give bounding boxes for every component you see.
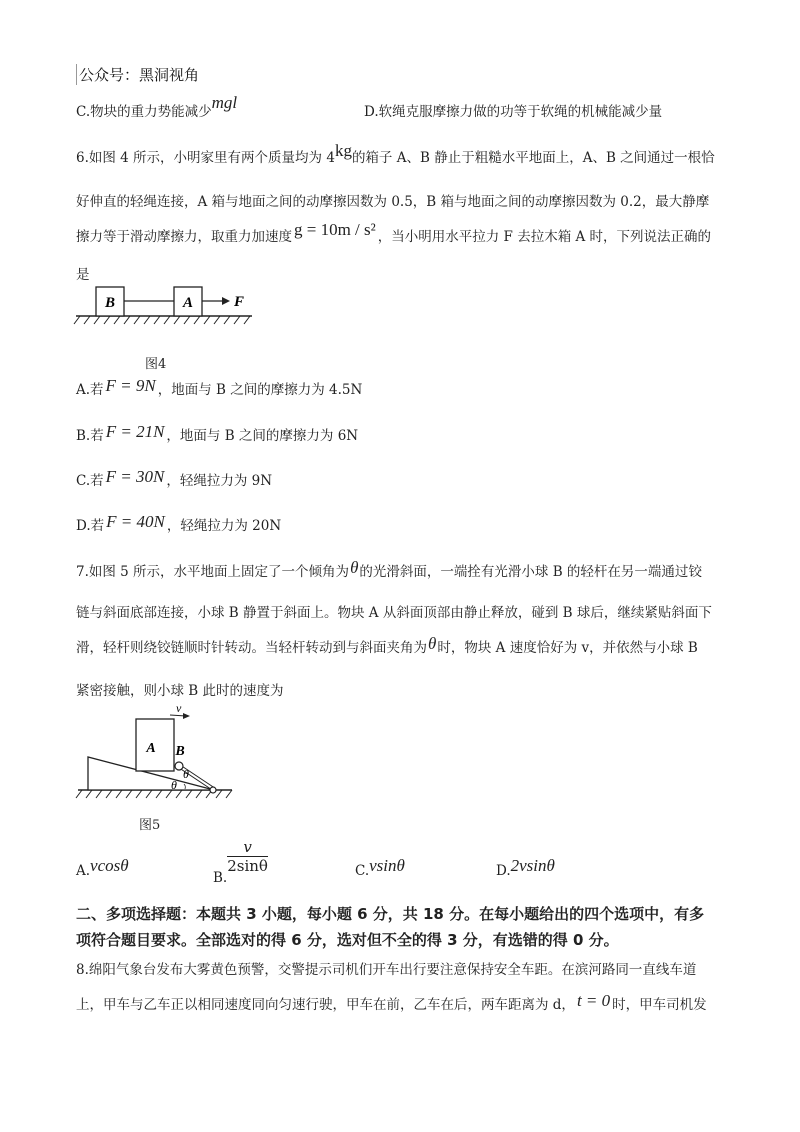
q7-option-b xyxy=(213,838,268,886)
q8-line-2 xyxy=(76,993,707,1014)
q7-option-d xyxy=(496,856,555,880)
hinge xyxy=(210,787,216,793)
q7-option-b-fraction xyxy=(227,838,268,875)
figure-5 xyxy=(72,702,244,807)
q6-option-a xyxy=(76,378,362,399)
q7-option-d-label: D. xyxy=(496,863,511,879)
q6-line-2: 好伸直的轻绳连接，A 箱与地面之间的动摩擦因数为 0.5，B 箱与地面之间的动摩擦因数为 0.2，最大静摩 xyxy=(76,194,710,210)
velocity-arrowhead xyxy=(183,713,190,719)
q6-line-3 xyxy=(76,220,712,246)
q6-option-d-math: F = 40N xyxy=(106,512,165,531)
q7-l3-a: 滑，轻杆则绕铰链顺时针转动。当轻杆转动到与斜面夹角为 xyxy=(76,640,427,656)
figure-4 xyxy=(70,280,260,330)
q5-option-c-text: C.物块的重力势能减少 xyxy=(76,104,212,120)
q6-option-d xyxy=(76,514,281,535)
q7-option-c-label: C. xyxy=(355,863,370,879)
velocity-label: v xyxy=(176,702,182,715)
q7-option-a-label: A. xyxy=(76,863,91,879)
q8-l2-a: 上，甲车与乙车正以相同速度同向匀速行驶，甲车在前，乙车在后，两车距离为 d， xyxy=(76,997,575,1013)
q6-option-c-post: ，轻绳拉力为 9N xyxy=(166,473,273,489)
box-b-label: B xyxy=(104,295,116,311)
q7-l1-math: θ xyxy=(350,558,359,577)
section-2-heading-2: 项符合题目要求。全部选对的得 6 分，选对但不全的得 3 分，有选错的得 0 分。 xyxy=(76,931,619,949)
q8-l2-b: 时，甲车司机发 xyxy=(612,997,707,1013)
angle-label-1: θ xyxy=(183,767,189,781)
q6-option-b xyxy=(76,424,358,445)
box-a-label: A xyxy=(182,295,194,311)
q7-option-a xyxy=(76,856,129,880)
q6-option-b-math: F = 21N xyxy=(105,422,165,441)
block-a-label: A xyxy=(146,741,156,756)
q6-line-1 xyxy=(76,141,715,167)
q6-option-a-math: F = 9N xyxy=(105,376,156,395)
q7-l1-a: 7.如图 5 所示，水平地面上固定了一个倾角为 xyxy=(76,564,350,580)
q6-option-b-post: ，地面与 B 之间的摩擦力为 6N xyxy=(166,428,359,444)
figure-4-caption: 图4 xyxy=(145,357,167,372)
q5-option-d: D.软绳克服摩擦力做的功等于软绳的机械能减少量 xyxy=(364,104,663,120)
q8-l2-math: t = 0 xyxy=(576,991,611,1010)
q7-option-b-numerator: v xyxy=(227,838,268,857)
q5-option-c xyxy=(76,93,238,121)
q7-option-d-math: 2vsinθ xyxy=(510,856,555,875)
force-arrowhead xyxy=(222,297,230,305)
ball-b xyxy=(175,762,183,770)
section-2-heading-1: 二、多项选择题：本题共 3 小题，每小题 6 分，共 18 分。在每小题给出的四个选项中，有多 xyxy=(76,905,705,923)
q7-l1-b: 的光滑斜面，一端拴有光滑小球 B 的轻杆在另一端通过铰 xyxy=(359,564,702,580)
force-label: F xyxy=(234,294,245,310)
angle-label-2: θ xyxy=(171,778,177,792)
q6-l1-unit: kg xyxy=(334,141,352,160)
figure-5-caption: 图5 xyxy=(139,818,161,833)
q7-line-1 xyxy=(76,560,702,581)
q6-option-c-pre: C.若 xyxy=(76,473,104,489)
q6-l3-b: ，当小明用水平拉力 F 去拉木箱 A 时，下列说法正确的 xyxy=(377,229,712,245)
q6-l1-b: 的箱子 A、B 静止于粗糙水平地面上，A、B 之间通过一根恰 xyxy=(351,150,715,166)
watermark: 公众号：黑洞视角 xyxy=(76,64,199,85)
q7-option-c-math: vsinθ xyxy=(369,856,405,875)
q7-line-4: 紧密接触，则小球 B 此时的速度为 xyxy=(76,683,284,699)
q7-option-b-denominator: 2sinθ xyxy=(227,857,268,875)
q5-option-c-math: mgl xyxy=(211,93,238,112)
q7-option-c xyxy=(355,856,405,880)
q7-l3-math: θ xyxy=(428,634,437,653)
ground-hatching-2 xyxy=(76,790,232,798)
q6-option-a-post: ，地面与 B 之间的摩擦力为 4.5N xyxy=(157,382,363,398)
q6-option-d-pre: D.若 xyxy=(76,518,105,534)
q8-line-1: 8.绵阳气象台发布大雾黄色预警，交警提示司机们开车出行要注意保持安全车距。在滨河路同一直线车道 xyxy=(76,962,697,978)
q6-option-d-post: ，轻绳拉力为 20N xyxy=(166,518,282,534)
q6-l3-math: g = 10m / s² xyxy=(294,220,376,239)
ball-b-label: B xyxy=(175,744,185,759)
q7-l3-b: 时，物块 A 速度恰好为 v，并依然与小球 B xyxy=(437,640,698,656)
q6-l3-a: 擦力等于滑动摩擦力，取重力加速度 xyxy=(76,229,292,245)
q7-line-2: 链与斜面底部连接，小球 B 静置于斜面上。物块 A 从斜面顶部由静止释放，碰到 B 球后，继续紧贴斜面下 xyxy=(76,605,712,621)
q6-option-c-math: F = 30N xyxy=(105,467,165,486)
ground-hatching xyxy=(74,316,250,324)
q7-option-b-label: B. xyxy=(213,870,228,886)
q6-line-4: 是 xyxy=(76,267,90,283)
q7-line-3 xyxy=(76,636,698,657)
q6-option-a-pre: A.若 xyxy=(76,382,104,398)
q6-l1-a: 6.如图 4 所示，小明家里有两个质量均为 4 xyxy=(76,150,335,166)
q7-option-a-math: vcosθ xyxy=(90,856,129,875)
q6-option-c xyxy=(76,469,272,490)
q6-option-b-pre: B.若 xyxy=(76,428,104,444)
